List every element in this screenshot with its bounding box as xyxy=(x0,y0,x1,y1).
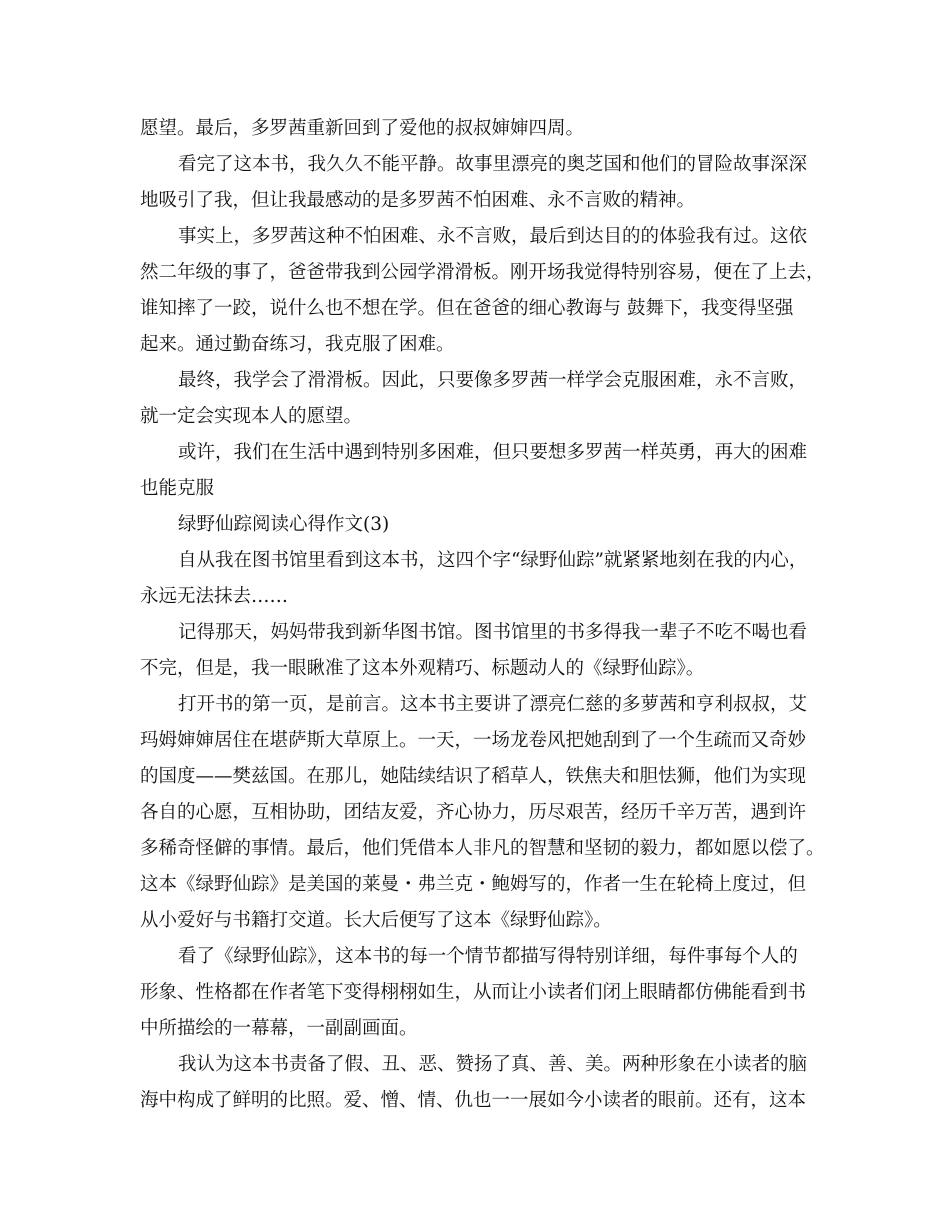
paragraph-start-line: 我认为这本书责备了假、丑、恶、赞扬了真、善、美。两种形象在小读者的脑 xyxy=(178,1054,808,1075)
text-line: 愿望。最后，多罗茜重新回到了爱他的叔叔婶婶四周。 xyxy=(140,118,585,139)
text-line: 玛姆婶婶居住在堪萨斯大草原上。一天，一场龙卷风把她刮到了一个生疏而又奇妙 xyxy=(140,730,807,751)
paragraph-start-line: 记得那天，妈妈带我到新华图书馆。图书馆里的书多得我一辈子不吃不喝也看 xyxy=(178,622,808,643)
text-line: 就一定会实现本人的愿望。 xyxy=(140,406,363,427)
text-line: 形象、性格都在作者笔下变得栩栩如生，从而让小读者们闭上眼睛都仿佛能看到书 xyxy=(140,982,807,1003)
paragraph-start-line: 看了《绿野仙踪》，这本书的每一个情节都描写得特别详细，每件事每个人的 xyxy=(178,946,798,967)
text-line: 谁知摔了一跤，说什么也不想在学。但在爸爸的细心教诲与 鼓舞下，我变得坚强 xyxy=(140,298,794,319)
paragraph-start-line: 最终，我学会了滑滑板。因此，只要像多罗茜一样学会克服困难，永不言败， xyxy=(178,370,808,391)
text-line: 起来。通过勤奋练习，我克服了困难。 xyxy=(140,334,455,355)
text-line: 多稀奇怪僻的事情。最后，他们凭借本人非凡的智慧和坚韧的毅力，都如愿以偿了。 xyxy=(140,838,825,859)
paragraph-start-line: 打开书的第一页，是前言。这本书主要讲了漂亮仁慈的多萝茜和亨利叔叔，艾 xyxy=(178,694,808,715)
paragraph-start-line: 或许，我们在生活中遇到特别多困难，但只要想多罗茜一样英勇，再大的困难 xyxy=(178,442,808,463)
text-line: 不完，但是，我一眼瞅准了这本外观精巧、标题动人的《绿野仙踪》。 xyxy=(140,658,705,679)
text-line: 永远无法抹去…… xyxy=(140,586,289,607)
text-line: 地吸引了我，但让我最感动的是多罗茜不怕困难、永不言败的精神。 xyxy=(140,190,696,211)
paragraph-start-line: 事实上，多罗茜这种不怕困难、永不言败，最后到达目的的体验我有过。这依 xyxy=(178,226,808,247)
paragraph-start-line: 自从我在图书馆里看到这本书，这四个字“绿野仙踪”就紧紧地刻在我的内心， xyxy=(178,550,808,571)
text-line: 海中构成了鲜明的比照。爱、憎、情、仇也一一展如今小读者的眼前。还有，这本 xyxy=(140,1090,807,1111)
section-heading: 绿野仙踪阅读心得作文(3) xyxy=(178,514,390,535)
paragraph-start-line: 看完了这本书，我久久不能平静。故事里漂亮的奥芝国和他们的冒险故事深深 xyxy=(178,154,808,175)
text-line: 也能克服 xyxy=(140,478,215,499)
text-line: 各自的心愿，互相协助，团结友爱，齐心协力，历尽艰苦，经历千辛万苦，遇到许 xyxy=(140,802,807,823)
text-line: 从小爱好与书籍打交道。长大后便写了这本《绿野仙踪》。 xyxy=(140,910,612,931)
text-line: 中所描绘的一幕幕，一副副画面。 xyxy=(140,1018,418,1039)
text-line: 的国度——樊兹国。在那儿，她陆续结识了稻草人，铁焦夫和胆怯狮，他们为实现 xyxy=(140,766,807,787)
text-line: 然二年级的事了，爸爸带我到公园学滑滑板。刚开场我觉得特别容易，便在了上去， xyxy=(140,262,825,283)
text-line: 这本《绿野仙踪》是美国的莱曼・弗兰克・鲍姆写的，作者一生在轮椅上度过，但 xyxy=(140,874,807,895)
